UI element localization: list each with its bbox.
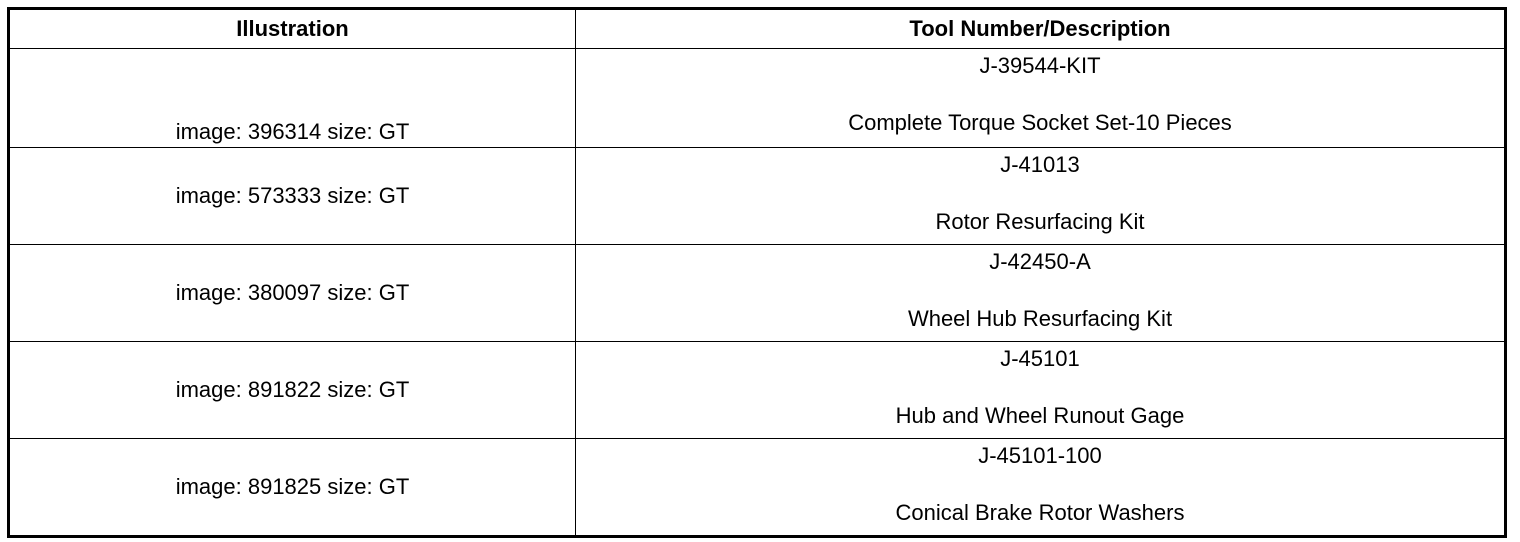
tool-description: Complete Torque Socket Set-10 Pieces: [848, 110, 1232, 135]
tool-cell: [576, 245, 1506, 342]
tool-description: Rotor Resurfacing Kit: [935, 209, 1145, 234]
tool-number: J-41013: [1000, 152, 1080, 177]
table-row: [9, 148, 1506, 245]
illustration-cell: image: 396314 size: GT: [9, 49, 576, 148]
column-header-illustration: Illustration: [9, 9, 576, 49]
tool-description: Hub and Wheel Runout Gage: [895, 403, 1185, 428]
column-header-tool-number-description: Tool Number/Description: [576, 9, 1506, 49]
illustration-cell: image: 891822 size: GT: [9, 342, 576, 439]
illustration-cell: image: 891825 size: GT: [9, 439, 576, 537]
illustration-cell: image: 380097 size: GT: [9, 245, 576, 342]
tool-number: J-45101-100: [978, 443, 1102, 468]
table-row: [9, 342, 1506, 439]
tool-cell: [576, 49, 1506, 148]
tool-table: [7, 7, 1507, 538]
table-row: [9, 439, 1506, 537]
tool-cell: [576, 439, 1506, 537]
illustration-cell: image: 573333 size: GT: [9, 148, 576, 245]
tool-number: J-42450-A: [989, 249, 1091, 274]
tool-description: Conical Brake Rotor Washers: [895, 500, 1185, 525]
tool-description: Wheel Hub Resurfacing Kit: [907, 306, 1173, 331]
tool-number: J-45101: [1000, 346, 1080, 371]
tool-cell: [576, 342, 1506, 439]
tool-cell: [576, 148, 1506, 245]
table-row: [9, 245, 1506, 342]
table-row: [9, 49, 1506, 148]
tool-number: J-39544-KIT: [979, 53, 1101, 78]
table-header-row: [9, 9, 1506, 49]
